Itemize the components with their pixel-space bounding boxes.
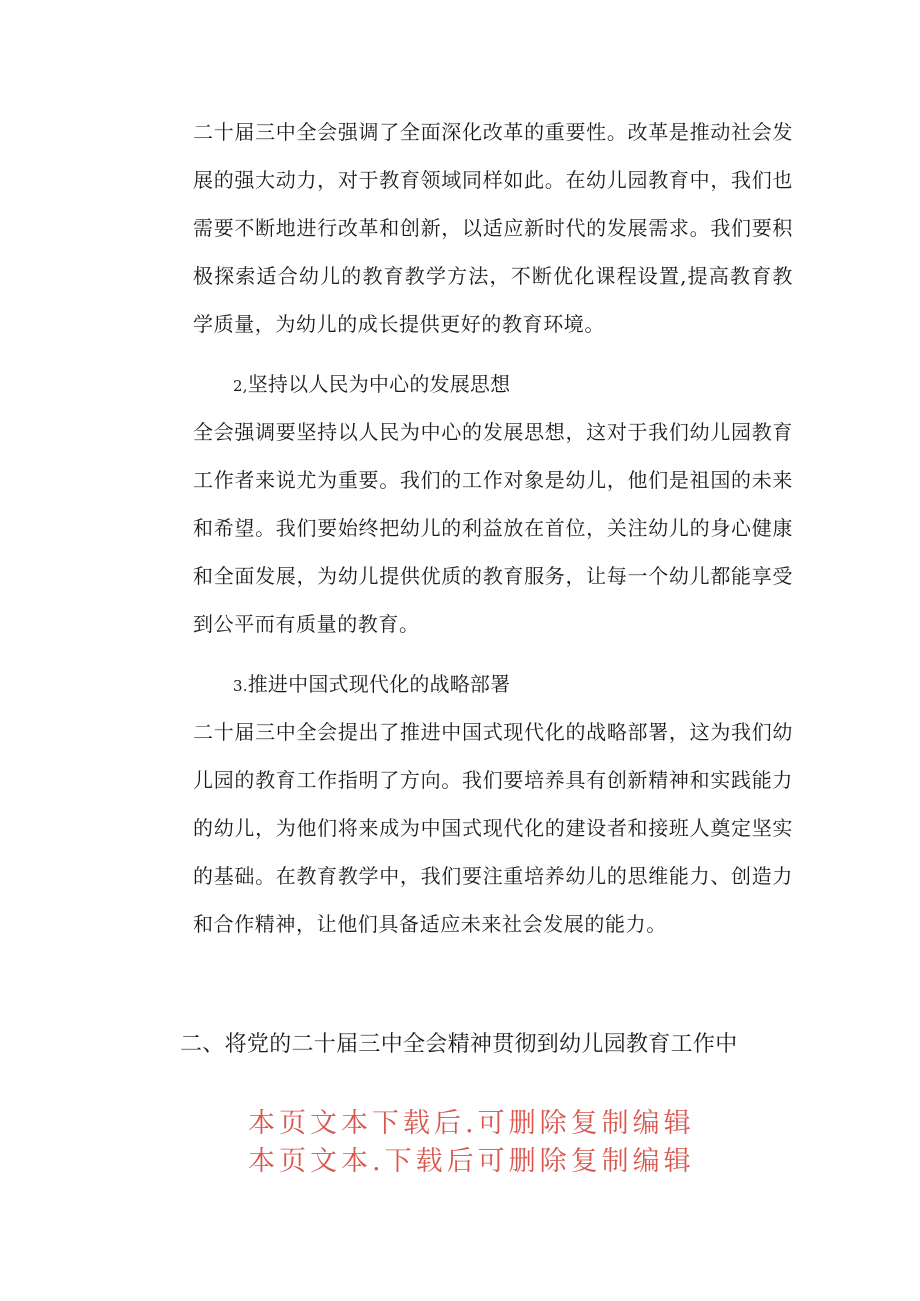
subheading-people-centered (233, 370, 510, 400)
body-paragraph: 二十届三中全会强调了全面深化改革的重要性。改革是推动社会发展的强大动力，对于教育领域同样如此。在幼儿园教育中，我们也需要不断地进行改革和创新，以适应新时代的发展需求。我们要积极探索适合幼儿的教育教学方法，不断优化课程设置,提高教育教学质量，为幼儿的成长提供更好的教育环境。 (193, 120, 793, 336)
body-paragraph: 二十届三中全会提出了推进中国式现代化的战略部署，这为我们幼儿园的教育工作指明了方向。我们要培养具有创新精神和实践能力的幼儿，为他们将来成为中国式现代化的建设者和接班人奠定坚实的基础。在教育教学中，我们要注重培养幼儿的思维能力、创造力和合作精神，让他们具备适应未来社会发展的能力。 (193, 720, 793, 936)
body-paragraph: 全会强调要坚持以人民为中心的发展思想，这对于我们幼儿园教育工作者来说尤为重要。我们的工作对象是幼儿，他们是祖国的未来和希望。我们要始终把幼儿的利益放在首位，关注幼儿的身心健康和全面发展，为幼儿提供优质的教育服务，让每一个幼儿都能享受到公平而有质量的教育。 (193, 420, 793, 636)
watermark-line: 本页文本.下载后可删除复制编辑 (248, 1146, 695, 1177)
subheading-text: 推进中国式现代化的战略部署 (247, 672, 511, 696)
watermark-line: 本页文本下载后.可删除复制编辑 (248, 1108, 695, 1139)
subheading-number: 3. (233, 677, 248, 695)
subheading-text: 坚持以人民为中心的发展思想 (247, 372, 511, 396)
subheading-number: 2, (233, 377, 248, 395)
subheading-modernization (233, 670, 510, 700)
section-heading: 二、将党的二十届三中全会精神贯彻到幼儿园教育工作中 (180, 1032, 738, 1057)
